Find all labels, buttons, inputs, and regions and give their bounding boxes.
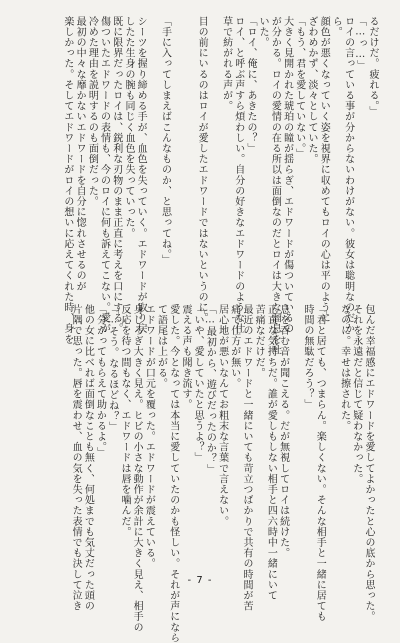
text-line: 片隅で思った。唇を震わせ、血の気を失った表情でも決して泣き (70, 304, 82, 612)
text-line: したた生身の腕も同じく血色を失っていった。 (122, 16, 134, 239)
text-line: 既に限界だったロイは、鋭利な刃物のまま正直に考えを口にする。 (110, 16, 122, 334)
text-line: 「…っ…」 (354, 16, 366, 71)
text-line: 楽しかった。そしてエドワードがロイの想いに応えてくれた時、身を (61, 16, 73, 345)
text-line: 「いや、愛していたと思うよ？」 (192, 304, 204, 463)
text-line (146, 16, 158, 290)
text-line: ざわめかず、淡々としていた。 (305, 16, 317, 165)
text-line: 「…そう。なるほどね？」 (106, 304, 118, 433)
text-line (183, 16, 195, 290)
text-line: ら。 (330, 16, 342, 38)
text-line: て語尾は上がる。 (155, 304, 167, 389)
text-line (207, 16, 219, 290)
text-line (325, 304, 337, 566)
text-line: 「手に入ってしまえばこんなものか、と思ってね。」 (159, 16, 171, 266)
text-line: 草で紡がれる声が。 (220, 16, 232, 112)
text-line: いた。 (257, 16, 269, 48)
text-line: 「君と居ても、つまらん。楽しくない。そんな相手と一緒に居ても (314, 304, 326, 622)
text-line: 包んだ幸福感にエドワードを愛してよかったと心の底から思った。 (363, 304, 374, 622)
text-line: 「…最初から、遊びだったのか？」 (204, 304, 216, 475)
text-line: 最初の中々な靡かないエドワードを自分に惚れさせるのが (74, 16, 86, 292)
text-line: 他の女に比べれば面倒なことも無く、何処までも気丈だった頭の (82, 304, 94, 612)
text-line: 時間の無駄だろう？」 (301, 304, 313, 410)
text-line: 愛した。今となっては本当に愛していたのかも怪しい。それが声になら (167, 304, 179, 643)
text-line: シーツを握り締める手が、血色を失っていく。エドワードが取り戻 (135, 16, 147, 334)
text-line: 顔色が悪くなっていく姿を視界に収めてもロイの心は平のように (318, 16, 330, 324)
text-line: 居心地が悪いなんてお粗末な言葉で言えない。 (216, 304, 228, 527)
text-line: ロイの言っている事が分からないわけがない。彼女は聡明なのだか (342, 16, 354, 334)
text-line: エドワードが口元を覆った。エドワードが震えている。 (143, 304, 155, 569)
text-line: ロイ、と呼ぶ声すら煩わしい。自分の好きなエドワードのような仕 (232, 16, 244, 334)
text-line: 最近のエドワードと一緒にいても苛立つばかりで共有の時間が苦 (240, 304, 252, 612)
text-line: 「ロイ、俺に、あきたの？」 (244, 16, 256, 154)
text-line: 息を呑む音が聞こえる。だが無視してロイは続けた。 (277, 304, 289, 559)
text-line: 反応を待つ間もなく、エドワードは唇を噛んだ。 (118, 304, 130, 538)
page-number: - 7 - (187, 575, 213, 586)
text-line: 痛で仕方が無い。 (228, 304, 240, 389)
text-line: なのに。幸せは擦された。 (338, 304, 350, 432)
text-line: が分かる。ロイの愛情の在る所以は面倒なのだとロイは大きな溜息を吐 (269, 16, 281, 356)
text-line: 震える声も聞き流す。 (179, 304, 191, 410)
text-line: それを永遠だと信じて疑わなかった。 (350, 304, 362, 485)
text-line: 大きく見開かれた琥珀の瞳が揺らぎ、エドワードが傷ついているの (281, 16, 293, 334)
text-line: 身じろぎ大きく見え。ヒビの小さな動作が余計に大きく見え、相手の (131, 304, 143, 633)
text-line (289, 304, 301, 566)
text-line: 目の前にいるのはロイが愛したエドワードではないというのに。 (196, 16, 208, 324)
lower-text-block (69, 304, 374, 643)
text-line: 「分かってもらえて助かるよ。」 (94, 304, 106, 458)
text-line: 冷めた理由を説明するのも面倒だった。 (86, 16, 98, 207)
text-line: 苦痛なだけだ。 (253, 304, 265, 379)
text-line (171, 16, 183, 290)
text-line: 傷ついたエドワードの表情も、今のロイに何も訴えてこない。愛が (98, 16, 110, 334)
text-line: るだけだ。疲れる。」 (367, 16, 378, 117)
text-line: 「もう、君を愛していない。」 (293, 16, 305, 160)
text-line: 正直な気持ちだ。誰が愛しもしない相手と四六時中一緒にいて (265, 304, 277, 601)
